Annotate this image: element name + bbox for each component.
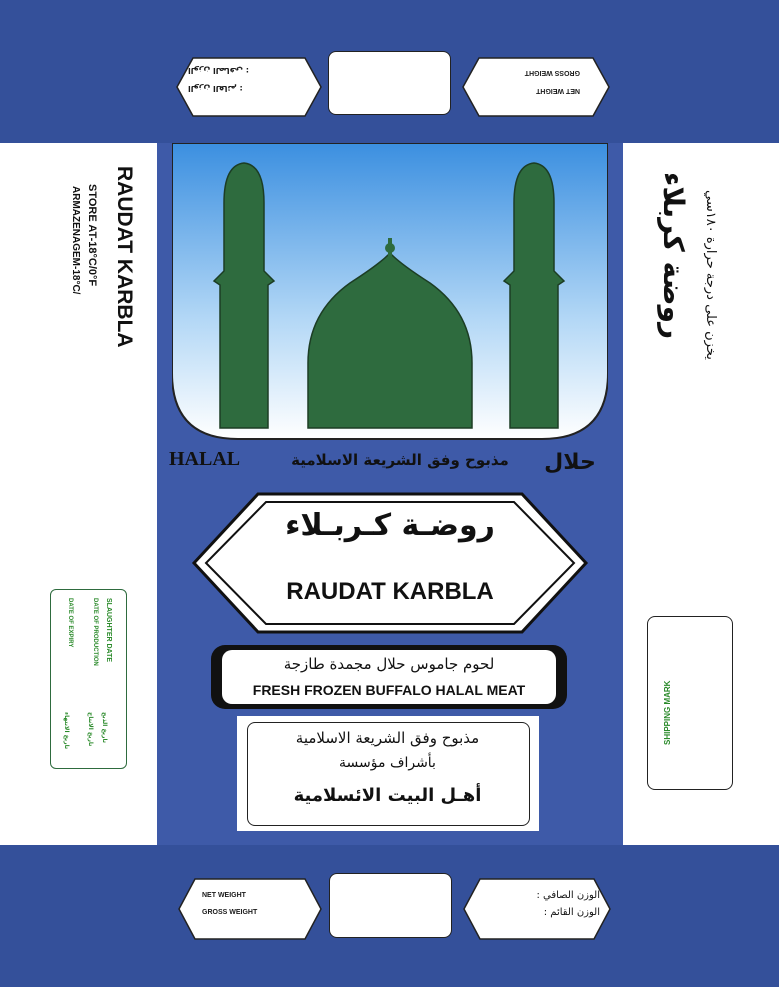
bottom-gross-weight: GROSS WEIGHT — [202, 909, 258, 916]
top-gross-weight: GROSS WEIGHT — [524, 69, 580, 76]
brand-name-ar: روضـة كـربـلاء — [285, 508, 495, 543]
bottom-blank-box — [329, 873, 452, 938]
shipping-mark-box — [647, 616, 733, 790]
brand-name-en: RAUDAT KARBLA — [286, 578, 494, 605]
bottom-net-weight: NET WEIGHT — [202, 892, 246, 899]
product-en: FRESH FROZEN BUFFALO HALAL MEAT — [252, 682, 526, 698]
right-storage-ar: يخزن على درجة حرارة ١٨٠سي — [703, 190, 718, 360]
top-blank-box — [328, 51, 451, 115]
bottom-net-weight-ar: الوزن الصافي : — [536, 890, 600, 901]
supervision-line-3: أهـل البيت الائسلامية — [293, 785, 482, 806]
product-ar: لحوم جاموس حلال مجمدة طازجة — [283, 655, 495, 673]
left-storage-pt: ARMAZENAGEM-18°C/ — [70, 186, 81, 295]
halal-en-label: HALAL — [169, 448, 241, 470]
left-storage-en: STORE AT-18°C/0°F — [86, 184, 98, 287]
supervision-line-1: مذبوح وفق الشريعة الاسلامية — [295, 729, 480, 747]
production-date-ar: تاريخ الانتاج — [87, 712, 94, 747]
top-net-weight: NET WEIGHT — [536, 87, 580, 94]
production-date-label: DATE OF PRODUCTION — [92, 598, 98, 666]
shipping-mark-label: SHIPPING MARK — [663, 680, 672, 745]
bottom-gross-weight-ar: الوزن القائم : — [543, 907, 600, 918]
slaughter-date-label: SLAUGHTER DATE — [105, 598, 112, 663]
expiry-date-label: DATE OF EXPIRY — [67, 598, 73, 648]
supervision-line-2: بأشراف مؤسسة — [339, 755, 436, 771]
top-ar-weight-1: الوزن الصافي : — [188, 66, 249, 75]
halal-ar-label: حلال — [544, 450, 596, 475]
expiry-date-ar: تاريخ الانتهاء — [63, 712, 70, 750]
left-brand-name: RAUDAT KARBLA — [113, 166, 136, 348]
right-brand-name-ar: روضة كربلاء — [657, 172, 690, 340]
slaughter-date-ar: تاريخ الذبح — [101, 712, 108, 743]
mosque-emblem — [172, 143, 608, 445]
top-ar-weight-2: الوزن القائم : — [188, 84, 243, 93]
slaughter-ar-label: مذبوح وفق الشريعة الاسلامية — [291, 451, 509, 469]
